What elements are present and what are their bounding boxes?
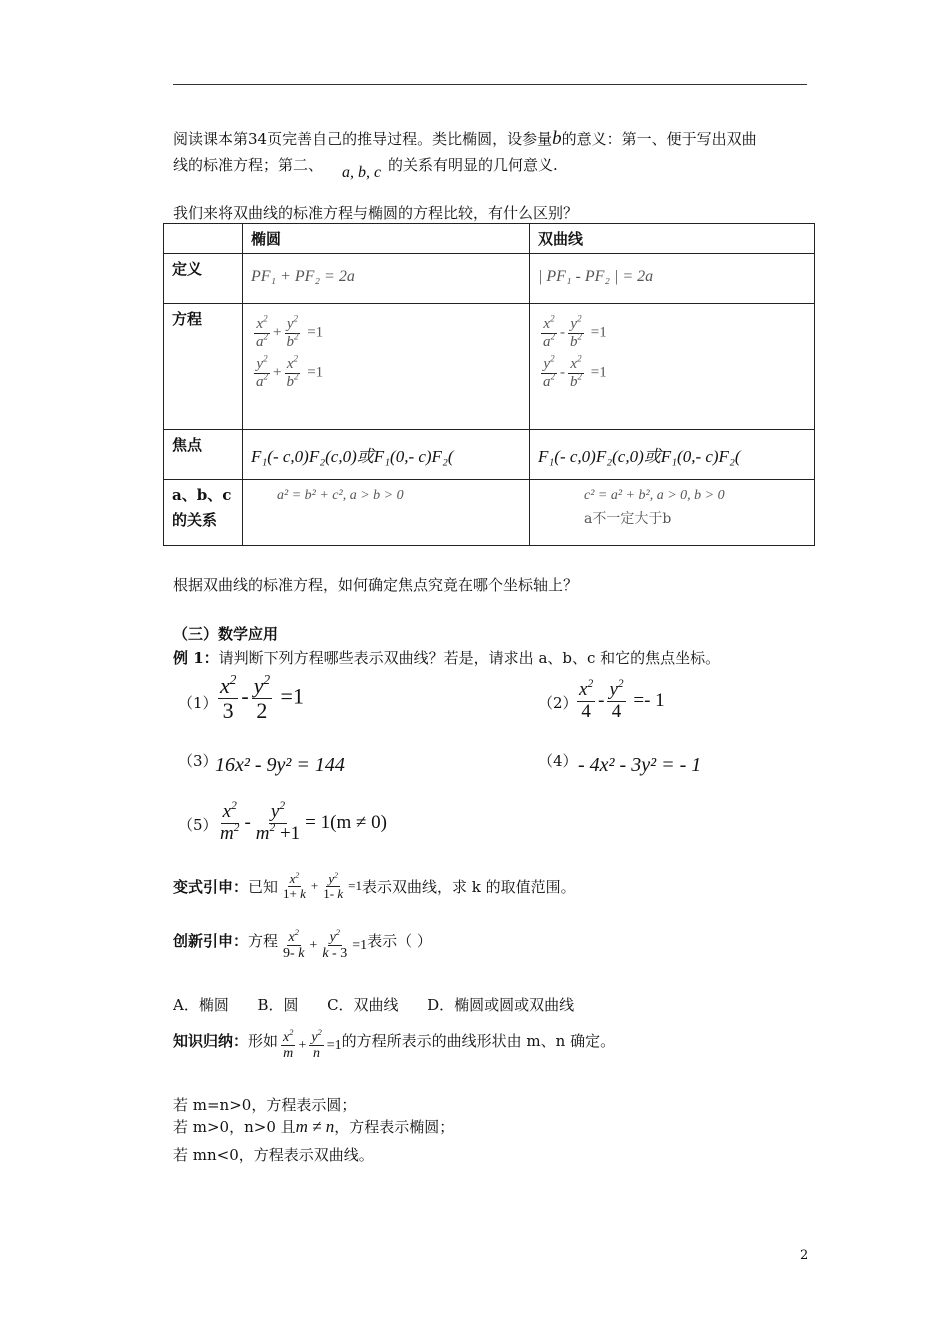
table-row-equation [164,304,815,430]
summary-case3: 若 mn<0，方程表示双曲线。 [173,1146,374,1164]
table-row-relation [164,480,815,546]
summary-equation: $\frac{x^2}{m}$ + $\frac{y^2}{n}$ =1 [283,1028,342,1062]
summary-case2-math: m ≠ n [295,1117,335,1136]
innovate-pre: 方程 [248,932,279,950]
intro-paragraph [173,126,813,152]
focus-question: 根据双曲线的标准方程，如何确定焦点究竟在哪个坐标轴上？ [173,576,579,594]
row-relation-line1: a、b、c [172,486,232,504]
innovate-options: A．椭圆 B．圆 C．双曲线 D．椭圆或圆或双曲线 [173,996,575,1014]
row-relation-label [164,480,243,546]
equation-1: $\frac{x^2}{3}$ - $\frac{y^2}{2}$ =1 [220,671,304,724]
equation-4: - 4x² - 3y² = - 1 [578,754,702,776]
section-title: （三）数学应用 [173,625,279,643]
table-header-row [164,224,815,254]
hyperbola-eq-y: $\frac{y^2}{a^2}$ - $\frac{x^2}{b^2}$ =1 [543,353,607,390]
variant-equation: $\frac{x^2}{1+ k}$ + $\frac{y^2}{1- k}$ =1 [283,870,362,902]
variant-post: 表示双曲线，求 k 的取值范围。 [361,878,576,897]
innovate-line [173,930,432,962]
variant-label: 变式引申： [173,878,249,897]
intro-line2: 线的标准方程；第二、 [173,156,324,174]
row-relation-line2: 的关系 [172,511,218,529]
compare-prompt: 我们来将双曲线的标准方程与椭圆的方程比较，有什么区别？ [173,204,579,222]
equation-3: 16x² - 9y² = 144 [215,754,345,776]
item-4-label: （4） [538,752,578,770]
summary-case2-pre: 若 m>0，n>0 且 [173,1118,296,1136]
ellipse-eq-x: $\frac{x^2}{a^2}$ + $\frac{y^2}{b^2}$ =1 [256,313,324,350]
table-row-definition [164,254,815,304]
hyperbola-equations [530,304,815,430]
innovate-post: 表示（ ） [367,932,432,950]
summary-post: 的方程所表示的曲线形状由 m、n 确定。 [341,1032,616,1050]
hyperbola-focus: F₁(- c,0)F₂(c,0)或F₁(0,- c)F₂( [530,430,815,480]
summary-case2-post: ，方程表示椭圆； [334,1118,455,1136]
variant-line [173,872,576,902]
item-1-label: （1） [178,694,218,712]
intro-line2-tail: 的关系有明显的几何意义. [388,156,558,174]
header-rule [173,84,807,85]
summary-line [173,1030,615,1062]
example-heading [173,647,720,668]
header-hyperbola: 双曲线 [530,224,815,254]
summary-pre: 形如 [248,1032,279,1050]
hyperbola-relation-note: a不一定大于b [584,511,672,527]
item-5-label: （5） [178,816,218,834]
equation-5: $\frac{x^2}{m^2}$ - $\frac{y^2}{m^2 +1}$ = 1(m ≠ 0) [220,800,387,844]
hyperbola-definition: | PF₁ - PF₂ | = 2a [530,254,815,304]
ellipse-equations [243,304,530,430]
ellipse-focus: F₁(- c,0)F₂(c,0)或F₁(0,- c)F₂( [243,430,530,480]
innovate-label: 创新引申： [173,932,249,950]
equation-2: $\frac{x^2}{4}$ - $\frac{y^2}{4}$ =- 1 [579,678,665,722]
abc-symbols: a, b, c [342,164,382,181]
item-3-label: （3） [178,752,218,770]
summary-label: 知识归纳： [173,1032,249,1050]
header-ellipse: 椭圆 [243,224,530,254]
item-2-label: （2） [538,694,578,712]
equation-5-tail: = 1(m ≠ 0) [305,811,387,833]
comparison-table [163,223,815,546]
row-focus-label: 焦点 [164,430,243,480]
row-definition-label: 定义 [164,254,243,304]
table-row-focus [164,430,815,480]
summary-case1: 若 m=n>0，方程表示圆； [173,1096,357,1114]
ellipse-relation: a² = b² + c², a > b > 0 [243,480,530,546]
hyperbola-relation: c² = a² + b², a > 0, b > 0 [584,488,725,503]
param-b: b [552,128,562,149]
intro-line1: 阅读课本第34页完善自己的推导过程。类比椭圆，设参量 [173,130,553,148]
header-empty-cell [164,224,243,254]
intro-line1-tail: 的意义：第一、便于写出双曲 [561,130,757,148]
example-label: 例 1： [173,649,219,667]
page-number: 2 [800,1248,809,1263]
hyperbola-eq-x: $\frac{x^2}{a^2}$ - $\frac{y^2}{b^2}$ =1 [543,313,607,350]
intro-line2-row [173,152,323,178]
example-text: 请判断下列方程哪些表示双曲线？若是，请求出 a、b、c 和它的焦点坐标。 [218,649,721,667]
summary-case2 [173,1116,454,1137]
ellipse-eq-y: $\frac{y^2}{a^2}$ + $\frac{x^2}{b^2}$ =1 [256,353,324,390]
ellipse-definition: PF₁ + PF₂ = 2a [243,254,530,304]
hyperbola-relation-cell [530,480,815,546]
row-equation-label: 方程 [164,304,243,430]
innovate-equation: $\frac{x^2}{9- k}$ + $\frac{y^2}{k - 3}$ =1 [283,928,368,962]
variant-pre: 已知 [248,878,279,897]
